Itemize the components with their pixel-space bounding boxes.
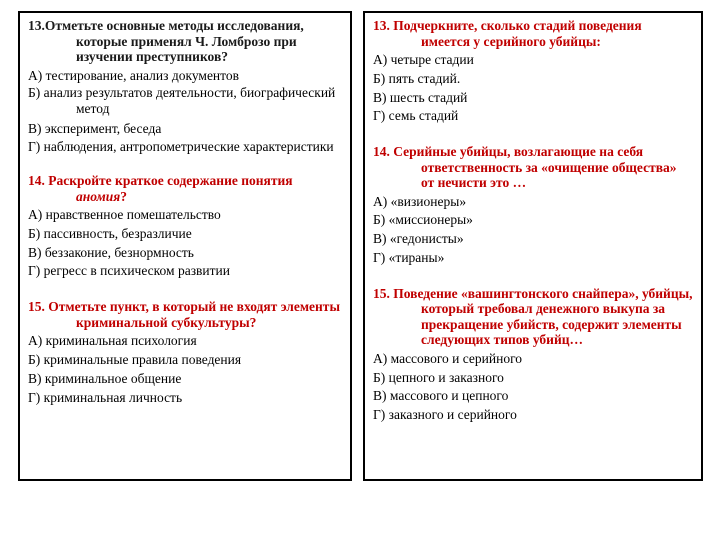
option-d: Г) криминальная личность <box>28 389 183 405</box>
option-c: В) эксперимент, беседа <box>28 121 162 137</box>
option-c: В) беззаконие, безнормность <box>28 244 194 260</box>
question-term: аномия <box>76 188 121 204</box>
option-b: Б) анализ результатов деятельности, биографический метод <box>28 85 336 117</box>
option-d: Г) наблюдения, антропометрические характеристики <box>28 139 334 155</box>
left-question-card <box>18 11 352 481</box>
option-b: Б) цепного и заказного <box>373 369 504 385</box>
question-13-lombroso <box>28 18 342 155</box>
option-d: Г) «тираны» <box>373 250 445 266</box>
question-title: 15. Поведение «вашингтонского снайпера», убийцы, который требовал денежного выкупа за прекращение убийств, содержит элементы следующих типов убийц… <box>373 285 693 348</box>
option-a: А) четыре стадии <box>373 52 474 67</box>
option-a: А) нравственное помешательство <box>28 207 221 223</box>
question-14-anomie <box>28 173 342 281</box>
option-d: Г) регресс в психическом развитии <box>28 263 230 279</box>
option-c: В) криминальное общение <box>28 370 182 386</box>
option-a: А) «визионеры» <box>373 193 467 209</box>
option-c: В) «гедонисты» <box>373 231 464 247</box>
question-13-serial-stages <box>373 18 693 126</box>
option-d: Г) семь стадий <box>373 108 459 124</box>
option-a: А) криминальная психология <box>28 333 197 349</box>
option-a: А) тестирование, анализ документов <box>28 67 240 83</box>
option-b: Б) пять стадий. <box>373 70 461 86</box>
question-15-subculture <box>28 299 342 407</box>
question-title: 14. Раскройте краткое содержание понятия аномия? <box>28 173 293 204</box>
option-b: Б) «миссионеры» <box>373 212 473 228</box>
option-c: В) массового и цепного <box>373 388 509 404</box>
question-title: 13.Отметьте основные методы исследования, которые применял Ч. Ломброзо при изучении преступников? <box>28 18 304 64</box>
question-title: 15. Отметьте пункт, в который не входят элементы криминальной субкультуры? <box>28 299 340 330</box>
question-title: 13. Подчеркните, сколько стадий поведения имеется у серийного убийцы: <box>373 18 642 49</box>
option-a: А) массового и серийного <box>373 350 523 366</box>
question-15-washington-sniper <box>373 286 693 425</box>
option-b: Б) пассивность, безразличие <box>28 225 192 241</box>
option-c: В) шесть стадий <box>373 89 468 105</box>
question-title: 14. Серийные убийцы, возлагающие на себя ответственность за «очищение общества» от нечисти это … <box>373 144 677 191</box>
right-question-card <box>363 11 703 481</box>
option-b: Б) криминальные правила поведения <box>28 352 242 368</box>
question-14-serial-types <box>373 144 693 268</box>
option-d: Г) заказного и серийного <box>373 407 517 423</box>
